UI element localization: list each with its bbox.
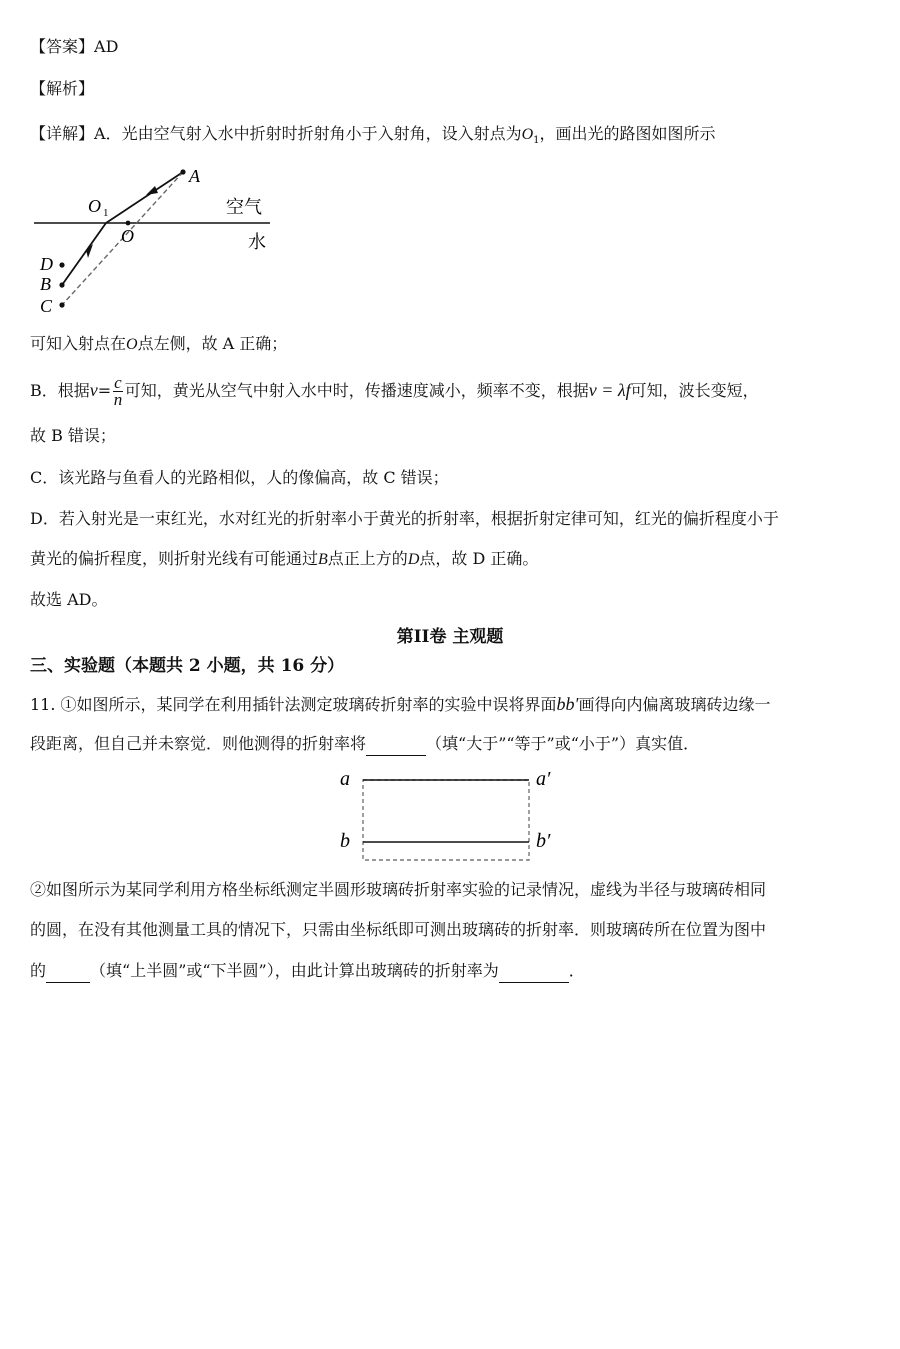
- label-d: D: [40, 254, 53, 274]
- detail-line: [30, 123, 716, 152]
- label-a: A: [189, 166, 200, 186]
- section-3-heading: 三、实验题（本题共 2 小题，共 16 分）: [30, 656, 345, 676]
- choose-line: 故选 AD。: [30, 590, 108, 609]
- option-b-mid: 可知，黄光从空气中射入水中时，传播速度减小，频率不变，根据: [124, 381, 589, 400]
- q11-2-line2: 的圆，在没有其他测量工具的情况下，只需由坐标纸即可测出玻璃砖的折射率．则玻璃砖所在位置为图中: [30, 920, 767, 939]
- label-a-prime: a′: [536, 768, 551, 790]
- incident-arrow: [146, 186, 158, 195]
- option-d-line2: [30, 548, 538, 571]
- label-a-small: a: [340, 768, 350, 790]
- option-d-post: 点，故 D 正确。: [419, 549, 539, 568]
- label-o1-sub: 1: [103, 207, 109, 219]
- q11-l2-pre: 段距离，但自己并未察觉．则他测得的折射率将: [30, 734, 367, 753]
- detail-a-text: A．光由空气射入水中折射时折射角小于入射角，设入射点为: [94, 124, 522, 143]
- section-title: 第II卷 主观题: [396, 627, 504, 647]
- conclusion-a: [30, 333, 287, 356]
- option-b-v: v: [89, 380, 98, 400]
- point-a: [180, 169, 185, 174]
- q11-l2-post: （填“大于”“等于”或“小于”）真实值．: [426, 734, 700, 753]
- q11-2-l3-post: ．: [568, 961, 585, 980]
- answer-label: 【答案】: [30, 37, 95, 56]
- answer-blank-3[interactable]: [499, 960, 569, 983]
- answer-blank-1[interactable]: [366, 733, 426, 756]
- q11-line2: [30, 733, 699, 756]
- fraction-c-over-n: [113, 375, 123, 408]
- option-d-pre: 黄光的偏折程度，则折射光线有可能通过: [30, 549, 319, 568]
- answer-blank-2[interactable]: [46, 960, 90, 983]
- answer-line: [30, 36, 118, 58]
- fraction-numerator: c: [114, 373, 122, 392]
- analysis-label: 【解析】: [30, 79, 95, 98]
- option-b-line2: 故 B 错误；: [30, 426, 116, 445]
- detail-a-tail: ，画出光的路图如图所示: [539, 124, 716, 143]
- option-d-d: D: [407, 551, 420, 568]
- detail-o-symbol: O: [521, 126, 534, 143]
- refracted-ray: [62, 223, 106, 285]
- option-b-post: 可知，波长变短，: [630, 381, 759, 400]
- conclusion-a-post: 点左侧，故 A 正确；: [137, 334, 288, 353]
- option-b-formula: v = λf: [588, 380, 631, 400]
- q11-2-l3-pre: 的: [30, 961, 47, 980]
- q11-2-l3-mid: （填“上半圆”或“下半圆”），由此计算出玻璃砖的折射率为: [90, 961, 499, 980]
- conclusion-a-pre: 可知入射点在: [30, 334, 127, 353]
- option-b-line1: [30, 375, 759, 408]
- q11-2-line1: ②如图所示为某同学利用方格坐标纸测定半圆形玻璃砖折射率实验的记录情况，虚线为半径与玻璃砖相同: [30, 880, 767, 899]
- option-c: C．该光路与鱼看人的光路相似，人的像偏高，故 C 错误；: [30, 468, 449, 487]
- label-b-small: b: [340, 830, 350, 852]
- conclusion-a-symbol: O: [126, 336, 138, 353]
- label-b-prime: b′: [536, 830, 551, 852]
- label-o1: O: [88, 196, 101, 216]
- option-d-mid: 点正上方的: [327, 549, 408, 568]
- q11-l1-symbol: bb′: [556, 694, 579, 714]
- fraction-denominator: n: [113, 390, 123, 409]
- glass-block-diagram: [330, 765, 570, 865]
- q11-l1-post: 画得向内偏离玻璃砖边缘一: [578, 695, 771, 714]
- label-water: 水: [248, 232, 266, 252]
- refraction-diagram: [28, 160, 288, 320]
- answer-value: AD: [94, 37, 119, 56]
- point-b: [59, 282, 64, 287]
- detail-o-sub: 1: [533, 135, 540, 147]
- label-air: 空气: [226, 197, 262, 217]
- option-b-eq: =: [97, 381, 112, 400]
- point-o: [126, 221, 131, 226]
- label-c: C: [40, 296, 53, 316]
- option-d-b: B: [318, 551, 328, 568]
- point-c: [59, 302, 64, 307]
- q11-l1-pre: 11. ①如图所示，某同学在利用插针法测定玻璃砖折射率的实验中误将界面: [30, 695, 557, 714]
- point-d: [59, 262, 64, 267]
- label-b: B: [40, 274, 51, 294]
- q11-2-line3: [30, 960, 585, 983]
- glass-block-outline: [363, 780, 529, 860]
- option-b-pre: B．根据: [30, 381, 90, 400]
- q11-line1: [30, 693, 771, 716]
- label-o: O: [121, 226, 134, 246]
- detail-label: 【详解】: [30, 124, 95, 143]
- option-d-line1: D．若入射光是一束红光，水对红光的折射率小于黄光的折射率，根据折射定律可知，红光的偏折程度小于: [30, 509, 779, 528]
